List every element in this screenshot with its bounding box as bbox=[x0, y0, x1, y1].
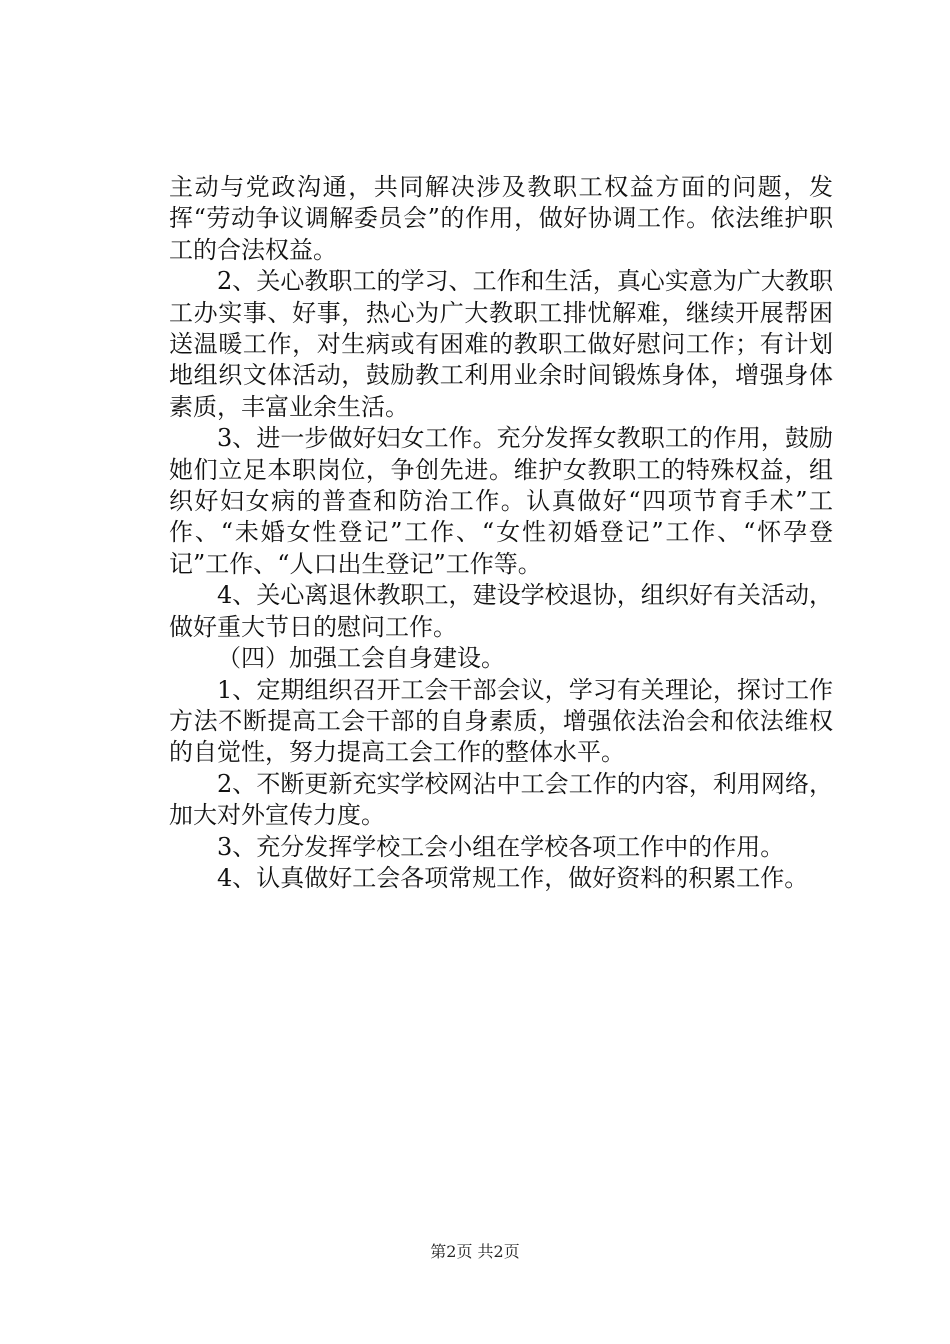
paragraph-cadre-meetings: 1、定期组织召开工会干部会议，学习有关理论，探讨工作方法不断提高工会干部的自身素质，增强依法治会和依法维权的自觉性，努力提高工会工作的整体水平。 bbox=[169, 675, 833, 767]
paragraph-website-update: 2、不断更新充实学校网沾中工会工作的内容，利用网络，加大对外宣传力度。 bbox=[169, 769, 833, 830]
paragraph-women-work: 3、进一步做好妇女工作。充分发挥女教职工的作用，鼓励她们立足本职岗位，争创先进。维护女教职工的特殊权益，组织好妇女病的普查和防治工作。认真做好“四项节育手术”工作、“未婚女性登记”工作、“女性初婚登记”工作、“怀孕登记”工作、“人口出生登记”工作等。 bbox=[169, 424, 833, 578]
paragraph-union-groups: 3、充分发挥学校工会小组在学校各项工作中的作用。 bbox=[217, 832, 785, 861]
page-number-footer: 第2页 共2页 bbox=[430, 1242, 520, 1261]
section-heading-self-building: （四）加强工会自身建设。 bbox=[217, 644, 505, 673]
paragraph-retirees: 4、关心离退休教职工，建设学校退协，组织好有关活动，做好重大节日的慰问工作。 bbox=[169, 581, 833, 641]
paragraph-care-staff: 2、关心教职工的学习、工作和生活，真心实意为广大教职工办实事、好事，热心为广大教职工排忧解难，继续开展帮困送温暖工作，对生病或有困难的教职工做好慰问工作；有计划地组织文体活动，鼓励教工利用业余时间锻炼身体，增强身体素质，丰富业余生活。 bbox=[169, 267, 833, 421]
paragraph-routine-work: 4、认真做好工会各项常规工作，做好资料的积累工作。 bbox=[217, 863, 809, 892]
document-body bbox=[169, 172, 833, 894]
paragraph-continuation: 主动与党政沟通，共同解决涉及教职工权益方面的问题，发挥“劳动争议调解委员会”的作用，做好协调工作。依法维护职工的合法权益。 bbox=[169, 173, 833, 264]
